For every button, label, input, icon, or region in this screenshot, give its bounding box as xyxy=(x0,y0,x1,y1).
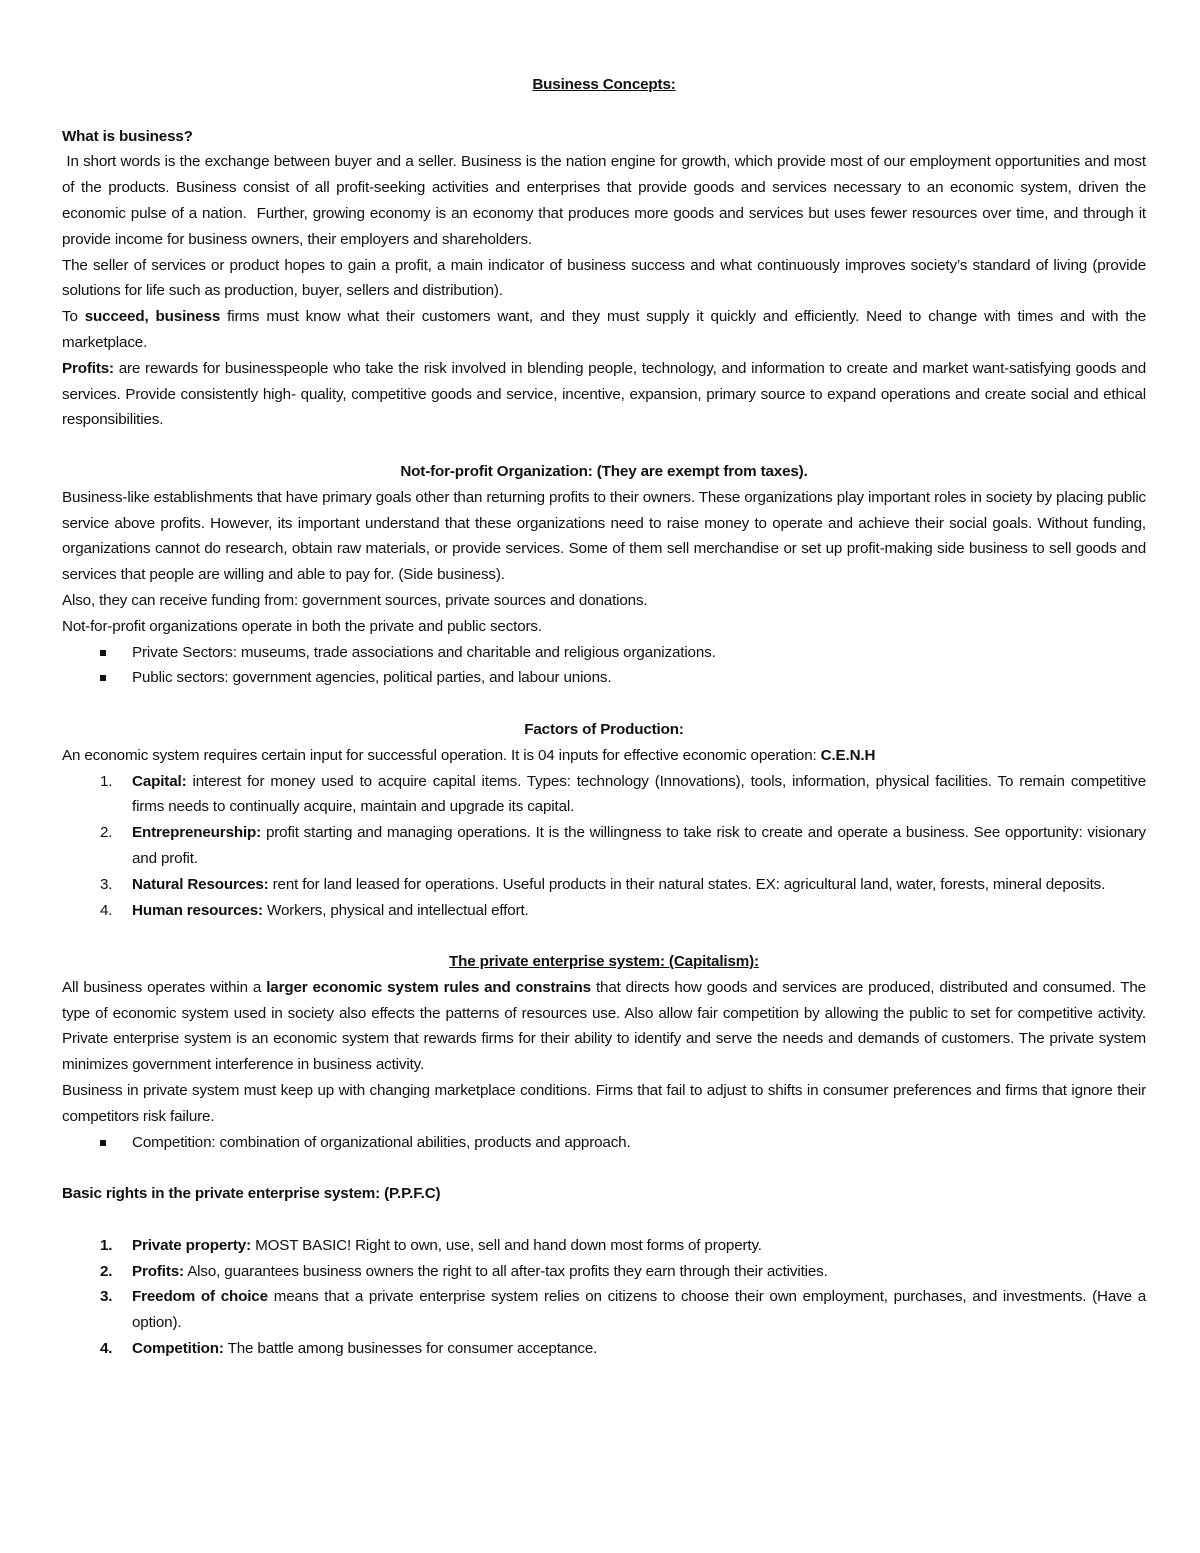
paragraph: Business-like establishments that have primary goals other than returning profits to their owners. These organizations play important roles in society by placing public service above profits. However, its important understand that these organizations need to raise money to operate and achieve their social goals. Without funding, organizations cannot do research, obtain raw materials, or provide services. Some of them sell merchandise or set up profit-making side business to sell goods and services that people are willing and able to pay for. (Side business). xyxy=(62,488,1146,584)
paragraph: Profits: are rewards for businesspeople who take the risk involved in blending people, technology, and information to create and market want-satisfying goods and services. Provide consistently high- quality, competitive goods and service, incentive, expansion, primary source to expand operations and create social and ethical responsibilities. xyxy=(62,359,1146,429)
list-item: Public sectors: government agencies, political parties, and labour unions. xyxy=(62,665,1146,691)
bullet-icon xyxy=(100,650,106,656)
list-item: 4. Competition: The battle among businesses for consumer acceptance. xyxy=(100,1340,598,1358)
list-item: 2. Profits: Also, guarantees business owners the right to all after-tax profits they earn through their activities. xyxy=(100,1262,828,1280)
paragraph: The seller of services or product hopes to gain a profit, a main indicator of business success and what continuously improves society’s standard of living (provide solutions for life such as production, buyer, sellers and distribution). xyxy=(62,256,1146,300)
list-item: 1. Private property: MOST BASIC! Right to own, use, sell and hand down most forms of property. xyxy=(100,1236,762,1254)
section-heading-not-for-profit: Not-for-profit Organization: (They are exempt from taxes). xyxy=(400,462,808,480)
bullet-list xyxy=(62,640,1146,692)
document-title: Business Concepts: xyxy=(532,76,676,93)
list-item: 3. Natural Resources: rent for land leased for operations. Useful products in their natural states. EX: agricultural land, water, forests, mineral deposits. xyxy=(100,875,1106,893)
paragraph: All business operates within a larger economic system rules and constrains that directs how goods and services are produced, distributed and consumed. The type of economic system used in society also effects the patterns of resources use. Also allow fair competition by allowing the public to set for competitive activity. Private enterprise system is an economic system that rewards firms for their ability to identify and serve the needs and demands of customers. The private system minimizes government interference in business activity. xyxy=(62,978,1146,1074)
list-item: 1. Capital: interest for money used to acquire capital items. Types: technology (Innovations), tools, information, physical facilities. To remain competitive firms needs to continually acquire, maintain and upgrade its capital. xyxy=(100,772,1146,816)
paragraph: Not-for-profit organizations operate in both the private and public sectors. xyxy=(62,617,542,635)
paragraph: To succeed, business firms must know what their customers want, and they must supply it quickly and efficiently. Need to change with times and with the marketplace. xyxy=(62,308,1146,351)
section-heading-basic-rights: Basic rights in the private enterprise system: (P.P.F.C) xyxy=(62,1185,441,1203)
paragraph: Also, they can receive funding from: government sources, private sources and donations. xyxy=(62,591,648,609)
numbered-list xyxy=(62,769,1146,924)
list-item: 3. Freedom of choice means that a private enterprise system relies on citizens to choose their own employment, purchases, and investments. (Have a option). xyxy=(100,1288,1146,1332)
bullet-icon xyxy=(100,675,106,681)
document-page xyxy=(62,72,1151,1362)
paragraph: Business in private system must keep up with changing marketplace conditions. Firms that fail to adjust to shifts in consumer preferences and firms that ignore their competitors risk failure. xyxy=(62,1082,1146,1125)
bullet-list xyxy=(62,1130,1146,1156)
list-item: Private Sectors: museums, trade associations and charitable and religious organizations. xyxy=(62,640,1146,666)
section-heading-private-enterprise: The private enterprise system: (Capitalism): xyxy=(449,953,759,971)
list-item: 4. Human resources: Workers, physical and intellectual effort. xyxy=(100,901,529,919)
list-item: 2. Entrepreneurship: profit starting and managing operations. It is the willingness to take risk to create and operate a business. See opportunity: visionary and profit. xyxy=(100,824,1146,867)
numbered-list xyxy=(62,1233,1146,1362)
bullet-icon xyxy=(100,1140,106,1146)
section-heading-what-is-business: What is business? xyxy=(62,127,193,145)
paragraph: An economic system requires certain input for successful operation. It is 04 inputs for effective economic operation: C.E.N.H xyxy=(62,746,876,764)
list-item: Competition: combination of organizational abilities, products and approach. xyxy=(62,1130,1146,1156)
paragraph: In short words is the exchange between buyer and a seller. Business is the nation engine for growth, which provide most of our employment opportunities and most of the products. Business consist of all profit-seeking activities and enterprises that provide goods and services necessary to an economic system, driven the economic pulse of a nation. Further, growing economy is an economy that produces more goods and services but uses fewer resources over time, and through it provide income for business owners, their employers and shareholders. xyxy=(62,153,1151,248)
section-heading-factors-of-production: Factors of Production: xyxy=(524,720,684,738)
